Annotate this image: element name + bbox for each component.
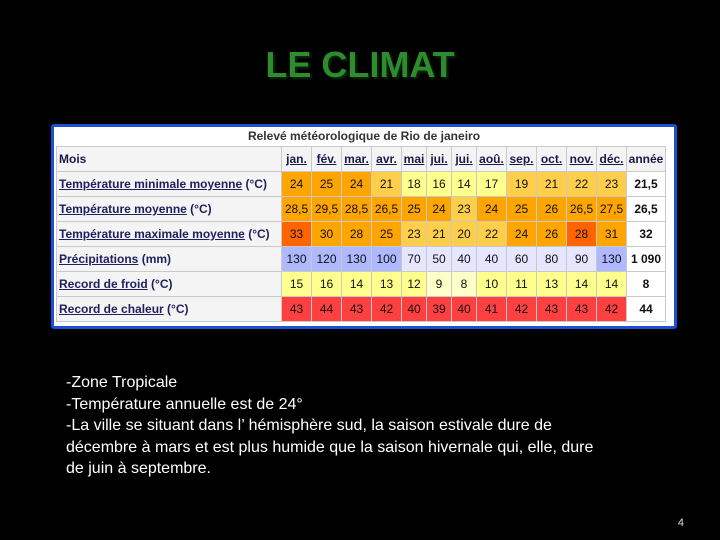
table-cell: 14: [342, 272, 372, 297]
table-cell: 43: [537, 297, 567, 322]
table-cell: 130: [342, 247, 372, 272]
table-cell: 70: [402, 247, 427, 272]
table-cell: 24: [507, 222, 537, 247]
climate-table: [56, 146, 666, 322]
header-month[interactable]: sep.: [507, 147, 537, 172]
header-month[interactable]: jui.: [452, 147, 477, 172]
table-cell: 43: [342, 297, 372, 322]
header-month[interactable]: aoû.: [477, 147, 507, 172]
header-label: Mois: [57, 147, 282, 172]
table-cell: 21: [537, 172, 567, 197]
header-month[interactable]: déc.: [597, 147, 627, 172]
table-cell: 40: [477, 247, 507, 272]
year-cell: 44: [627, 297, 666, 322]
table-cell: 42: [597, 297, 627, 322]
table-cell: 60: [507, 247, 537, 272]
table-caption: Relevé météorologique de Rio de janeiro: [247, 129, 481, 143]
table-cell: 22: [477, 222, 507, 247]
table-cell: 14: [567, 272, 597, 297]
table-cell: 9: [427, 272, 452, 297]
table-cell: 25: [507, 197, 537, 222]
table-cell: 17: [477, 172, 507, 197]
table-cell: 16: [312, 272, 342, 297]
table-cell: 23: [597, 172, 627, 197]
table-cell: 39: [427, 297, 452, 322]
table-cell: 20: [452, 222, 477, 247]
body-line: de juin à septembre.: [66, 460, 211, 477]
table-cell: 26,5: [372, 197, 402, 222]
table-cell: 23: [452, 197, 477, 222]
row-label: [57, 272, 282, 297]
table-cell: 24: [477, 197, 507, 222]
table-cell: 14: [452, 172, 477, 197]
table-cell: 130: [597, 247, 627, 272]
table-cell: 42: [507, 297, 537, 322]
header-month[interactable]: nov.: [567, 147, 597, 172]
table-cell: 50: [427, 247, 452, 272]
table-cell: 40: [452, 247, 477, 272]
table-cell: 100: [372, 247, 402, 272]
header-month[interactable]: jan.: [282, 147, 312, 172]
row-label-unit: (°C): [151, 277, 173, 291]
year-cell: 32: [627, 222, 666, 247]
table-row: [57, 172, 666, 197]
table-cell: 26: [537, 197, 567, 222]
table-cell: 25: [372, 222, 402, 247]
table-cell: 42: [372, 297, 402, 322]
table-cell: 24: [427, 197, 452, 222]
row-label-unit: (°C): [190, 202, 212, 216]
table-cell: 22: [567, 172, 597, 197]
row-label: [57, 197, 282, 222]
table-cell: 12: [402, 272, 427, 297]
climate-table-frame: [51, 124, 677, 329]
table-row: [57, 272, 666, 297]
table-cell: 28: [567, 222, 597, 247]
table-header-row: [57, 147, 666, 172]
row-label-text[interactable]: Précipitations: [59, 252, 139, 266]
table-cell: 25: [402, 197, 427, 222]
row-label: [57, 247, 282, 272]
table-row: [57, 197, 666, 222]
year-cell: 21,5: [627, 172, 666, 197]
table-row: [57, 247, 666, 272]
row-label-text[interactable]: Température minimale moyenne: [59, 177, 243, 191]
table-cell: 15: [282, 272, 312, 297]
table-cell: 23: [402, 222, 427, 247]
row-label-unit: (°C): [167, 302, 189, 316]
header-month[interactable]: jui.: [427, 147, 452, 172]
table-cell: 26: [537, 222, 567, 247]
table-cell: 130: [282, 247, 312, 272]
table-cell: 90: [567, 247, 597, 272]
table-cell: 28,5: [342, 197, 372, 222]
table-cell: 25: [312, 172, 342, 197]
table-row: [57, 297, 666, 322]
header-month[interactable]: oct.: [537, 147, 567, 172]
year-cell: 8: [627, 272, 666, 297]
row-label-unit: (mm): [141, 252, 172, 266]
table-cell: 30: [312, 222, 342, 247]
body-line: -La ville se situant dans l’ hémisphère sud, la saison estivale dure de: [66, 417, 552, 434]
table-cell: 14: [597, 272, 627, 297]
table-body: [57, 172, 666, 322]
table-cell: 31: [597, 222, 627, 247]
table-cell: 44: [312, 297, 342, 322]
table-cell: 43: [282, 297, 312, 322]
row-label-text[interactable]: Température moyenne: [59, 202, 187, 216]
header-month[interactable]: mai: [402, 147, 427, 172]
slide-title: LE CLIMAT: [265, 44, 455, 85]
row-label-unit: (°C): [248, 227, 270, 241]
page-number: 4: [677, 517, 684, 529]
row-label: [57, 172, 282, 197]
table-cell: 41: [477, 297, 507, 322]
row-label-text[interactable]: Record de chaleur: [59, 302, 164, 316]
table-cell: 80: [537, 247, 567, 272]
row-label-text[interactable]: Température maximale moyenne: [59, 227, 245, 241]
table-cell: 13: [372, 272, 402, 297]
table-cell: 24: [342, 172, 372, 197]
row-label: [57, 222, 282, 247]
table-cell: 27,5: [597, 197, 627, 222]
body-text: [66, 372, 676, 480]
body-line: décembre à mars et est plus humide que la saison hivernale qui, elle, dure: [66, 438, 594, 456]
year-cell: 1 090: [627, 247, 666, 272]
table-cell: 11: [507, 272, 537, 297]
table-cell: 40: [402, 297, 427, 322]
table-cell: 26,5: [567, 197, 597, 222]
table-cell: 18: [402, 172, 427, 197]
table-cell: 28,5: [282, 197, 312, 222]
table-cell: 16: [427, 172, 452, 197]
body-line: -Température annuelle est de 24°: [66, 395, 303, 413]
header-month[interactable]: mar.: [342, 147, 372, 172]
header-year: année: [627, 147, 666, 172]
table-row: [57, 222, 666, 247]
row-label: [57, 297, 282, 322]
table-cell: 8: [452, 272, 477, 297]
table-cell: 28: [342, 222, 372, 247]
year-cell: 26,5: [627, 197, 666, 222]
header-month[interactable]: avr.: [372, 147, 402, 172]
table-cell: 21: [427, 222, 452, 247]
table-cell: 13: [537, 272, 567, 297]
row-label-unit: (°C): [245, 177, 267, 191]
row-label-text[interactable]: Record de froid: [59, 277, 148, 291]
table-cell: 29,5: [312, 197, 342, 222]
table-cell: 24: [282, 172, 312, 197]
table-cell: 40: [452, 297, 477, 322]
table-cell: 43: [567, 297, 597, 322]
header-month[interactable]: fév.: [312, 147, 342, 172]
table-cell: 10: [477, 272, 507, 297]
table-cell: 19: [507, 172, 537, 197]
table-cell: 21: [372, 172, 402, 197]
table-cell: 120: [312, 247, 342, 272]
body-line: -Zone Tropicale: [66, 374, 178, 391]
table-cell: 33: [282, 222, 312, 247]
